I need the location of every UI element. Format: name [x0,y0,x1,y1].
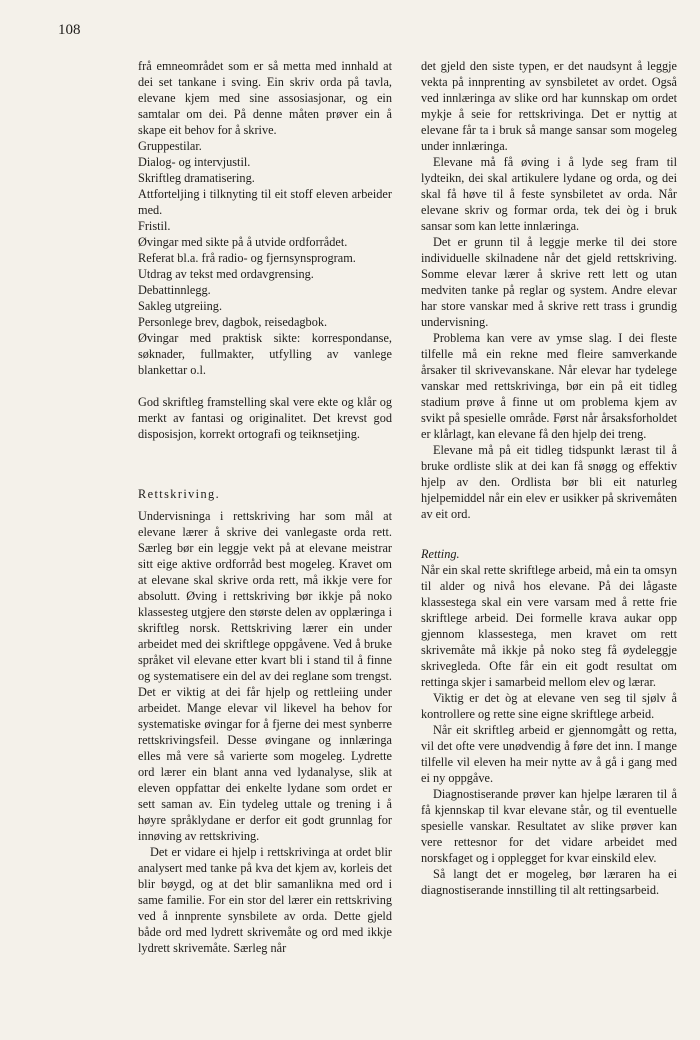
list-item: Fristil. [138,219,171,233]
intro-paragraph: frå emneområdet som er så metta med innhald at dei set tankane i sving. Ein skriv orda på tavla, elevane kjem med sine assosiasjonar, og ein samtalar om dei. På denne måten prøver ein å skape eit behov for å skrive. [138,59,392,137]
body-paragraph: Det er grunn til å leggje merke til dei store individuelle skilnadene når det gjeld rettskriving. Somme elevar lærer å skrive rett lett og utan medviten tanke på reglar og system. Andre elevar har store vanskar med å skrive rett trass i grundig undervisning. [421,235,677,329]
spacer [138,442,392,486]
body-paragraph: Problema kan vere av ymse slag. I dei fleste tilfelle må ein rekne med fleire samverkande årsaker til skrivevanskane. Når elevar har tydelege vanskar med rettskrivinga, bør ein på eit tidleg stadium prøve å finne ut om problema kjem av svikt på spesielle område. Først når årsaksforholdet er klårlagt, kan elevane få den hjelp dei treng. [421,331,677,441]
list-item: Utdrag av tekst med ordavgrensing. [138,267,314,281]
page-number: 108 [58,22,81,38]
list-item: Attforteljing i tilknyting til eit stoff eleven arbeider med. [138,187,392,217]
body-paragraph: Viktig er det òg at elevane ven seg til sjølv å kontrollere og rette sine eigne skriftlege arbeid. [421,691,677,721]
body-paragraph: Elevane må på eit tidleg tidspunkt lærast til å bruke ordliste slik at dei kan få snøgg og effektiv hjelp av den. Ordlista bør bli eit naturleg hjelpemiddel når ein elev er usikker på skrivemåten av eit ord. [421,443,677,521]
body-paragraph: Diagnostiserande prøver kan hjelpe læraren til å få kjennskap til kvar elevane står, og til eventuelle spesielle vanskar. Resultatet av slike prøver kan vere rettesnor for det vidare arbeidet med norskfaget og i opplegget for kvar einskild elev. [421,787,677,865]
body-paragraph: Når eit skriftleg arbeid er gjennomgått og retta, vil det ofte vere unødvendig å føre det inn. I mange tilfelle vil eleven ha meir nytte av å gå i gang med ei ny oppgåve. [421,723,677,785]
body-paragraph: Når ein skal rette skriftlege arbeid, må ein ta omsyn til alder og nivå hos elevane. På dei lågaste klassestega skal ein vere varsam med å rette frie skriftlege arbeid. Dei formelle krava aukar opp gjennom klassestega, men kravet om rett skrivemåte må ikkje på noko steg få øydeleggje skrivegleda. Ofte får ein eit godt resultat om rettinga skjer i samarbeid mellom elev og lærar. [421,563,677,689]
body-paragraph: Det er vidare ei hjelp i rettskrivinga at ordet blir analysert med tanke på kva det kjem av, korleis det blir bøygd, og at det blir samanlikna med ord i same familie. For ein stor del lærer ein rettskriving ved å innprente synsbilete av orda. Dette gjeld både ord med lydrett skrivemåte og ord med ikkje lydrett skrivemåte. Særleg når [138,845,392,955]
right-column [421,58,677,898]
list-item: Sakleg utgreiing. [138,299,223,313]
spacer [421,522,677,546]
list-item: Dialog- og intervjustil. [138,155,251,169]
left-column [138,58,392,956]
body-paragraph: Elevane må få øving i å lyde seg fram til lydteikn, dei skal artikulere lydane og orda, og dei skal få høve til å feste synsbiletet av orda. Når elevane skriv og formar orda, tek dei òg i bruk sansar som kan lette innlæringa. [421,155,677,233]
section-heading-retting: Retting. [421,547,460,561]
list-item: Skriftleg dramatisering. [138,171,255,185]
list-item: Referat bl.a. frå radio- og fjernsynsprogram. [138,251,356,265]
list-item: Gruppestilar. [138,139,202,153]
list-item: Øvingar med praktisk sikte: korrespondanse, søknader, fullmakter, utfylling av vanlege blankettar o.l. [138,331,392,377]
section-heading-rettskriving: Rettskriving. [138,487,221,501]
list-item: Øvingar med sikte på å utvide ordforrådet. [138,235,348,249]
spacer [138,378,392,394]
statement-paragraph: God skriftleg framstelling skal vere ekte og klår og merkt av fantasi og originalitet. Det krevst god disposisjon, korrekt ortografi og teiknsetjing. [138,395,392,441]
body-paragraph: Undervisninga i rettskriving har som mål at elevane lærer å skrive dei vanlegaste orda rett. Særleg bør ein leggje vekt på at elevane meistrar sitt eige aktive ordforråd best mogeleg. Kravet om at elevane skal skrive orda rett, må ikkje vere for absolutt. Øving i rettskriving bør ikkje på noko klassesteg utgjere den største delen av opplæringa i skriftleg norsk. Rettskriving lærer ein under arbeidet med dei skriftlege oppgåvene. Ved å bruke språket vil elevane etter kvart bli i stand til å finne og systematisere ein del av dei reglane som trengst. Det er viktig at dei får hjelp og rettleiing under arbeidet. Mange elevar vil likevel ha behov for systematiske øvingar for å fjerne dei mest synberre rettskrivingsfeil. Desse øvingane og innlæringa elles må vere så varierte som mogeleg. Lydrette ord lærer ein blant anna ved lydanalyse, slik at eleven oppfattar dei enkelte lydane som ordet er sett saman av. Ein tydeleg uttale og trening i å høyre språklydane er derfor eit godt grunnlag for innøving av rettskriving. [138,509,392,843]
body-paragraph: Så langt det er mogeleg, bør læraren ha ei diagnostiserande innstilling til alt rettingsarbeid. [421,867,677,897]
list-item: Personlege brev, dagbok, reisedagbok. [138,315,328,329]
body-paragraph: det gjeld den siste typen, er det naudsynt å leggje vekta på innprenting av synsbiletet av ordet. Også ved innlæringa av slike ord har kunnskap om ordet mykje å seie for rettskrivinga. Det er nyttig at elevane får ta i bruk så mange sansar som mogeleg under innlæringa. [421,59,677,153]
list-item: Debattinnlegg. [138,283,211,297]
